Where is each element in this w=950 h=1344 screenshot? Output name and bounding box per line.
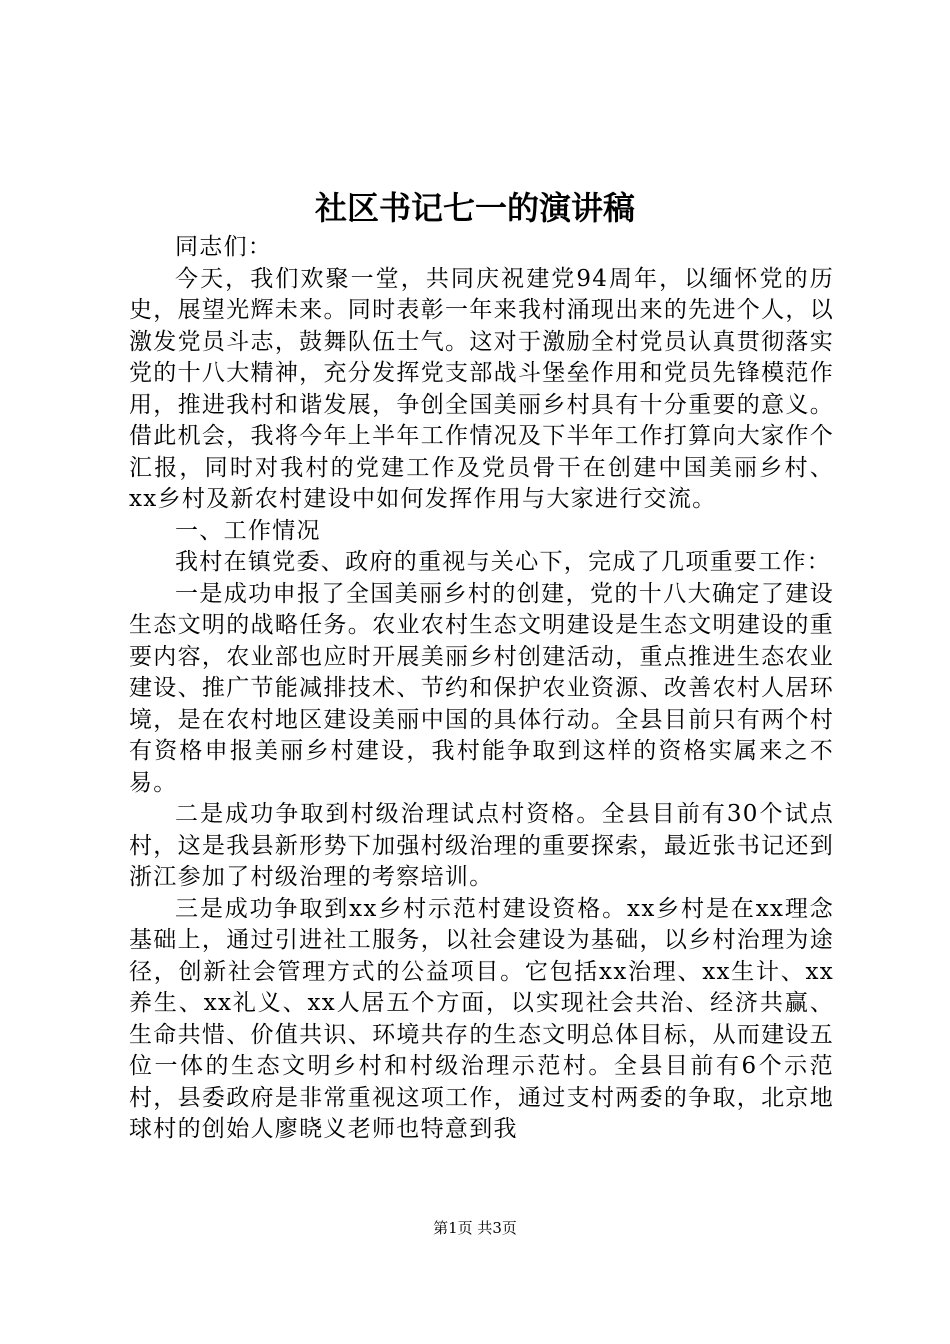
paragraph-item-one: 一是成功申报了全国美丽乡村的创建，党的十八大确定了建设生态文明的战略任务。农业农村生态文明建设是生态文明建设的重要内容，农业部也应时开展美丽乡村创建活动，重点推进生态农业建设、推广节能减排技术、节约和保护农业资源、改善农村人居环境，是在农村地区建设美丽中国的具体行动。全县目前只有两个村有资格申报美丽乡村建设，我村能争取到这样的资格实属来之不易。 [129, 580, 834, 796]
page-footer: 第1页 共3页 [433, 1219, 517, 1237]
paragraph-work-intro: 我村在镇党委、政府的重视与关心下，完成了几项重要工作： [175, 549, 832, 575]
paragraph-item-three: 三是成功争取到xx乡村示范村建设资格。xx乡村是在xx理念基础上，通过引进社工服务，以社会建设为基础，以乡村治理为途径，创新社会管理方式的公益项目。它包括xx治理、xx生计、xx养生、xx礼义、xx人居五个方面，以实现社会共治、经济共赢、生命共惜、价值共识、环境共存的生态文明总体目标，从而建设五位一体的生态文明乡村和村级治理示范村。全县目前有6个示范村，县委政府是非常重视这项工作，通过支村两委的争取，北京地球村的创始人廖晓义老师也特意到我 [129, 895, 834, 1142]
paragraph-item-two: 二是成功争取到村级治理试点村资格。全县目前有30个试点村，这是我县新形势下加强村级治理的重要探索，最近张书记还到浙江参加了村级治理的考察培训。 [129, 801, 834, 890]
section-heading-work-status: 一、工作情况 [175, 517, 321, 544]
paragraph-salutation: 同志们： [175, 234, 273, 260]
document-body [129, 232, 834, 1146]
document-title: 社区书记七一的演讲稿 [314, 189, 635, 227]
paragraph-opening: 今天，我们欢聚一堂，共同庆祝建党94周年，以缅怀党的历史，展望光辉未来。同时表彰一年来我村涌现出来的先进个人，以激发党员斗志，鼓舞队伍士气。这对于激励全村党员认真贯彻落实党的十八大精神，充分发挥党支部战斗堡垒作用和党员先锋模范作用，推进我村和谐发展，争创全国美丽乡村具有十分重要的意义。借此机会，我将今年上半年工作情况及下半年工作打算向大家作个汇报，同时对我村的党建工作及党员骨干在创建中国美丽乡村、xx乡村及新农村建设中如何发挥作用与大家进行交流。 [129, 265, 834, 512]
